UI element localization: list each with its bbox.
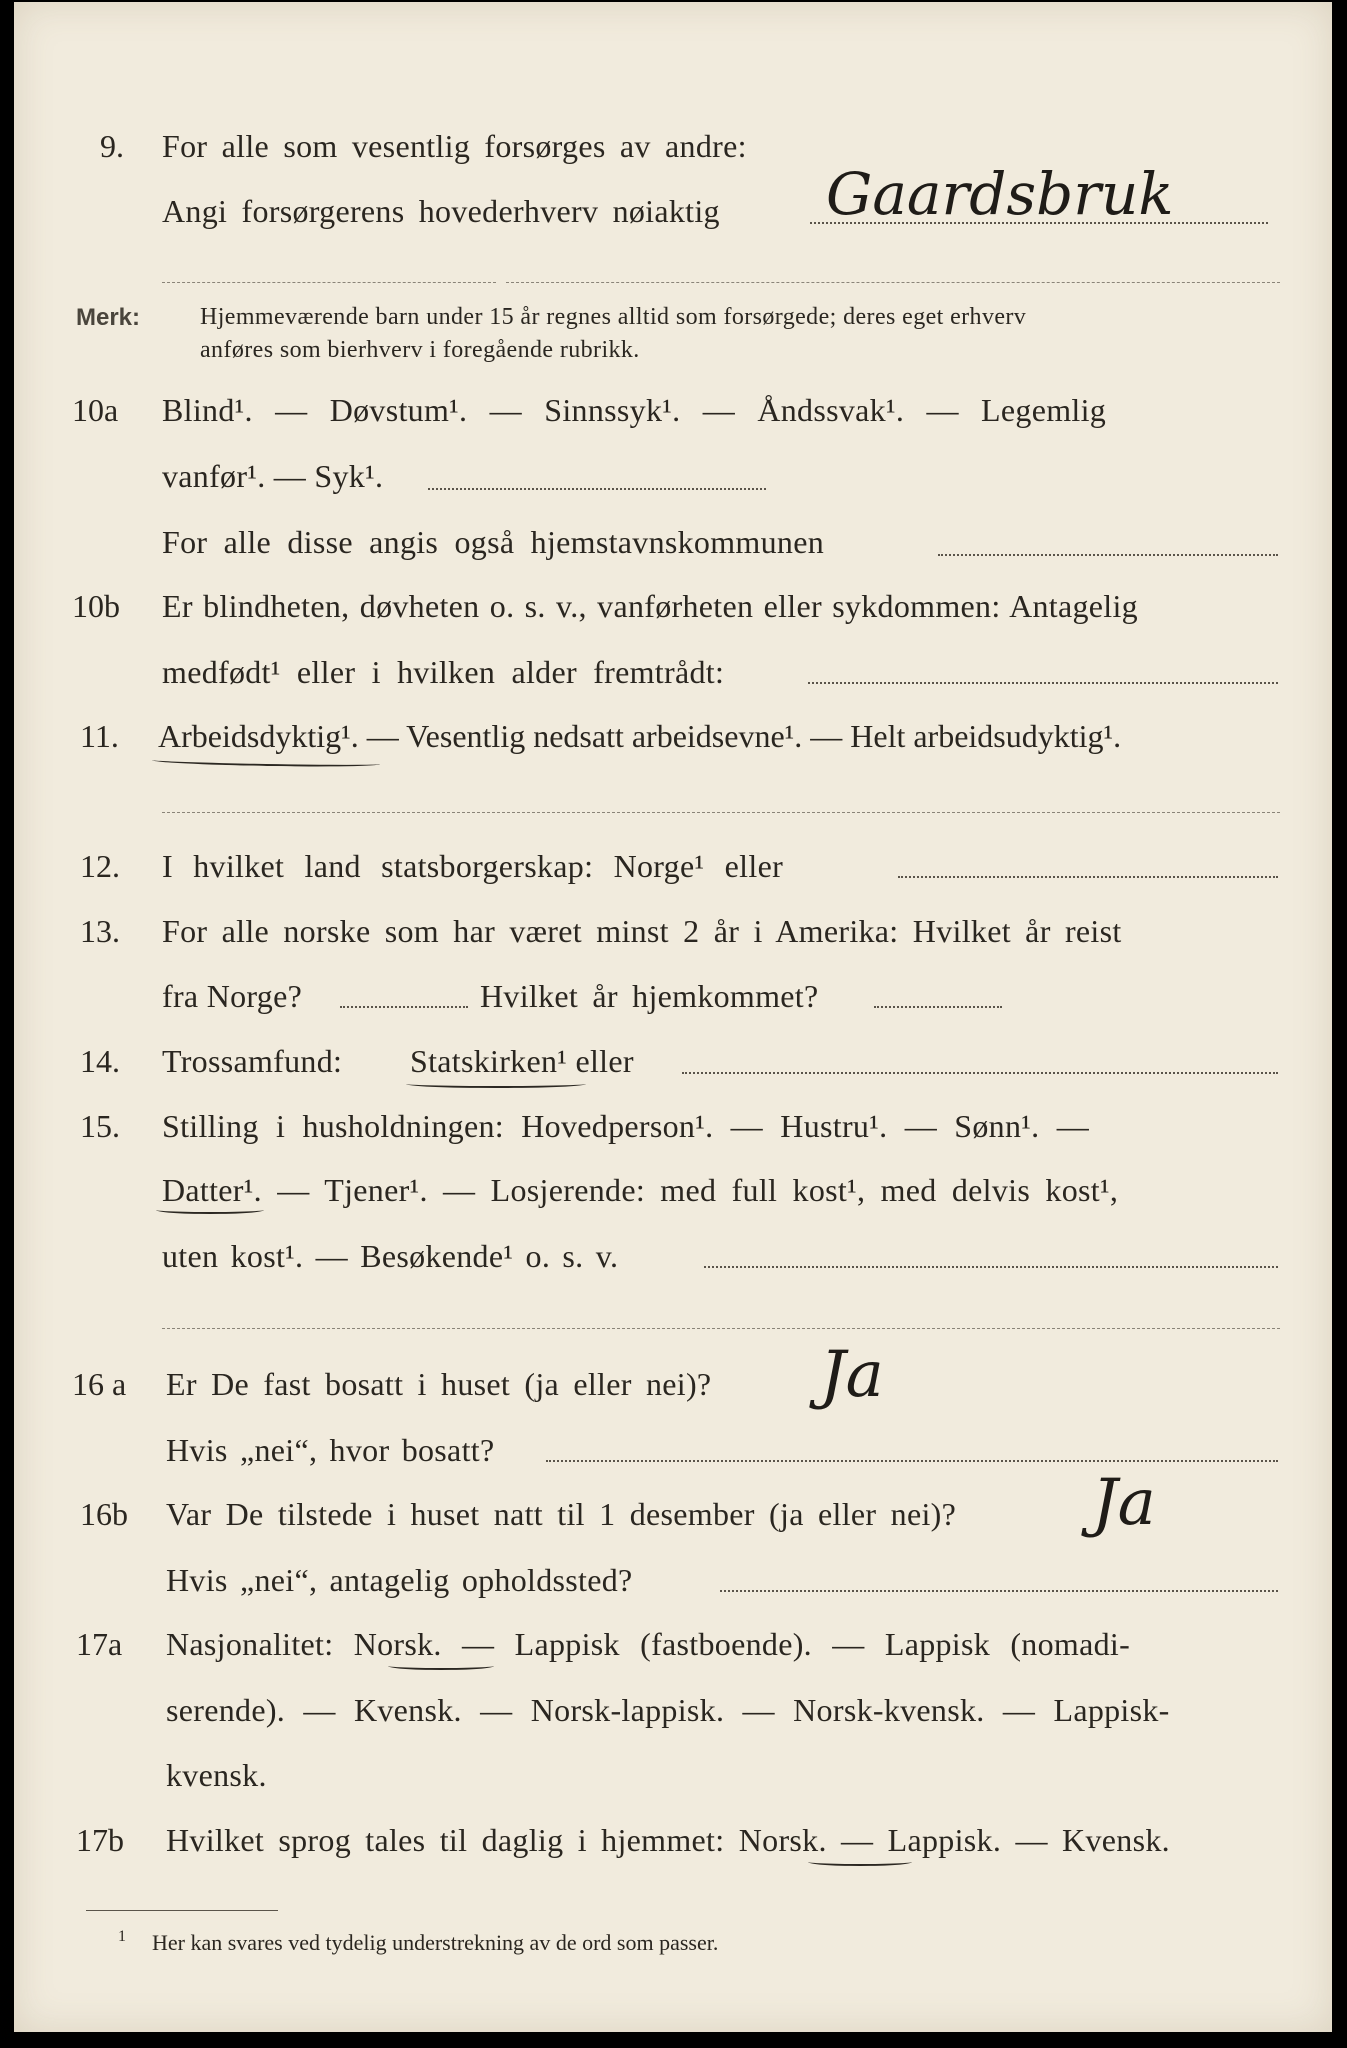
q13-line2a: fra Norge? bbox=[162, 978, 303, 1014]
merk-line2: anføres som bierhverv i foregående rubrikk. bbox=[200, 337, 640, 363]
q14-line1: Statskirken¹ eller bbox=[410, 1043, 634, 1079]
q10a-hjemstavn-answer-line bbox=[938, 554, 1278, 556]
q16b-line1: Var De tilstede i huset natt til 1 desember (ja eller nei)? bbox=[166, 1496, 957, 1532]
q17a-line1: Nasjonalitet: Norsk. — Lappisk (fastboende). — Lappisk (nomadi- bbox=[166, 1626, 1131, 1662]
q10a-line3: For alle disse angis også hjemstavnskommunen bbox=[162, 524, 825, 560]
q10a-number: 10a bbox=[72, 392, 119, 428]
q15-answer-line bbox=[704, 1266, 1278, 1268]
q10b-line2: medfødt¹ eller i hvilken alder fremtrådt: bbox=[162, 654, 725, 690]
q10b-line1: Er blindheten, døvheten o. s. v., vanførheten eller sykdommen: Antagelig bbox=[162, 588, 1138, 624]
q11-blank-line bbox=[162, 812, 1280, 813]
footnote-divider bbox=[86, 1910, 278, 1911]
q9-line2: Angi forsørgerens hovederhverv nøiaktig bbox=[162, 193, 720, 229]
q15-line3: uten kost¹. — Besøkende¹ o. s. v. bbox=[162, 1238, 619, 1274]
q16b-answer-handwritten[interactable]: Ja bbox=[1092, 1466, 1156, 1540]
q17b-number: 17b bbox=[76, 1822, 124, 1858]
q15-number: 15. bbox=[80, 1108, 120, 1144]
q17a-norsk-underline bbox=[388, 1662, 494, 1670]
q16a-answer-handwritten[interactable]: Ja bbox=[820, 1338, 884, 1412]
q14-label: Trossamfund: bbox=[162, 1043, 343, 1079]
merk-line1: Hjemmeværende barn under 15 år regnes alltid som forsørgede; deres eget erhverv bbox=[200, 304, 1027, 330]
q16b-line2: Hvis „nei“, antagelig opholdssted? bbox=[166, 1562, 633, 1598]
q14-statskirken-underline bbox=[406, 1080, 586, 1088]
q16a-line2: Hvis „nei“, hvor bosatt? bbox=[166, 1432, 495, 1468]
q10a-line2: vanfør¹. — Syk¹. bbox=[162, 458, 384, 494]
q16a-line1: Er De fast bosatt i huset (ja eller nei)? bbox=[166, 1366, 712, 1402]
q15-line2: Datter¹. — Tjener¹. — Losjerende: med full kost¹, med delvis kost¹, bbox=[162, 1172, 1119, 1208]
q11-number: 11. bbox=[80, 718, 119, 754]
q14-answer-line bbox=[682, 1072, 1278, 1074]
q15-line1: Stilling i husholdningen: Hovedperson¹. — Hustru¹. — Sønn¹. — bbox=[162, 1108, 1090, 1144]
q16b-number: 16b bbox=[80, 1496, 128, 1532]
q9-number: 9. bbox=[100, 128, 124, 164]
q13-line1: For alle norske som har været minst 2 år i Amerika: Hvilket år reist bbox=[162, 913, 1122, 949]
merk-label: Merk: bbox=[76, 304, 141, 331]
q17a-line3: kvensk. bbox=[166, 1757, 267, 1793]
q13-line2b: Hvilket år hjemkommet? bbox=[480, 978, 819, 1014]
q9-blank-line-right bbox=[506, 282, 1280, 283]
footnote-mark: 1 bbox=[118, 1928, 126, 1945]
q9-answer-handwritten[interactable]: Gaardsbruk bbox=[826, 160, 1174, 228]
q9-blank-line-left bbox=[162, 282, 496, 283]
q10a-syk-answer-line bbox=[428, 488, 766, 490]
q10b-answer-line bbox=[808, 682, 1278, 684]
q13-reist-answer-line bbox=[340, 1006, 468, 1008]
q10a-line1: Blind¹. — Døvstum¹. — Sinnssyk¹. — Åndssvak¹. — Legemlig bbox=[162, 392, 1107, 428]
q13-hjemkommet-answer-line bbox=[874, 1006, 1002, 1008]
q16a-bosatt-answer-line bbox=[546, 1460, 1278, 1462]
q17b-line1: Hvilket sprog tales til daglig i hjemmet: Norsk. — Lappisk. — Kvensk. bbox=[166, 1822, 1170, 1858]
q17a-number: 17a bbox=[76, 1626, 123, 1662]
q12-answer-line bbox=[898, 876, 1278, 878]
q10b-number: 10b bbox=[72, 588, 120, 624]
q14-number: 14. bbox=[80, 1043, 120, 1079]
q13-number: 13. bbox=[80, 913, 120, 949]
q15-blank-line bbox=[162, 1328, 1280, 1329]
q9-line1: For alle som vesentlig forsørges av andre: bbox=[162, 128, 747, 164]
footnote-text: Her kan svares ved tydelig understrekning av de ord som passer. bbox=[152, 1930, 719, 1955]
q12-number: 12. bbox=[80, 848, 120, 884]
q16a-number: 16 a bbox=[72, 1366, 127, 1402]
q15-datter-underline bbox=[156, 1206, 264, 1214]
q17b-norsk-underline bbox=[808, 1858, 912, 1866]
q16b-opholdssted-answer-line bbox=[720, 1590, 1278, 1592]
q17a-line2: serende). — Kvensk. — Norsk-lappisk. — Norsk-kvensk. — Lappisk- bbox=[166, 1692, 1170, 1728]
q11-line1: Arbeidsdyktig¹. — Vesentlig nedsatt arbeidsevne¹. — Helt arbeidsudyktig¹. bbox=[158, 718, 1122, 754]
q12-line1: I hvilket land statsborgerskap: Norge¹ eller bbox=[162, 848, 784, 884]
